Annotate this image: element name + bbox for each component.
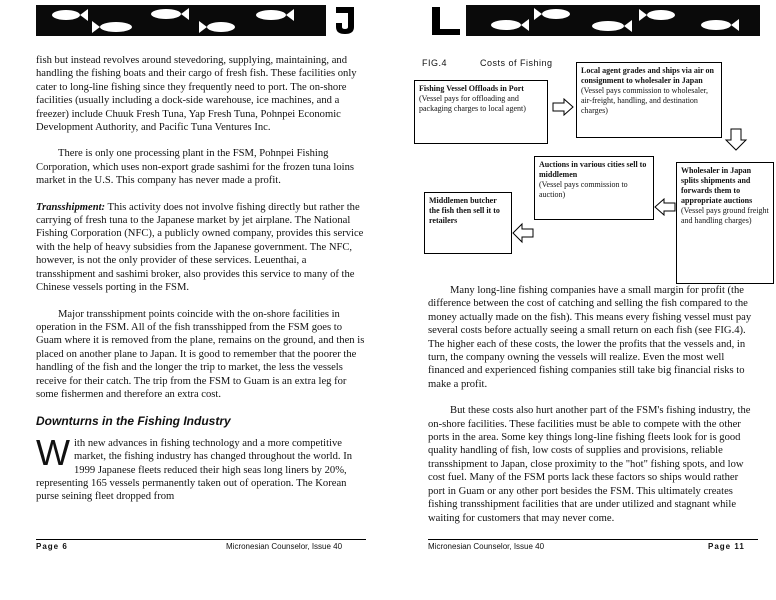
figure-label: FIG.4 [422, 58, 448, 68]
flow-box-middlemen [424, 192, 512, 254]
paragraph: But these costs also hurt another part of the FSM's fishing industry, the on-shore facilities. These facilities must be able to compete with the other ports in the area. Some key things long-line fishing fleets look for is good quality handling of fish, low costs of supplies and provisions, reliable transshipment to Japan, close proximity to the "hot" fishing spots, and low cost fuel. Many of the FSM ports lack these factors so ships would rather port in Guam or any other port besides the FSM. This ultimately creates fishing transshipment facilities that are under utilized and stagnant while waiting for customers that may never come. [428, 405, 751, 524]
left-header-banner [36, 5, 366, 36]
paragraph: fish but instead revolves around stevedoring, supplying, maintaining, and handling the fishing boats and their cargo of fresh fish. These facilities only cater to long-line fishing since they frequently need to port. The on-shore facilities (usually including a dock-side warehouse, ice machines, and a freezer) include Chuuk Fresh Tuna, Yap Fresh Tuna, Pohnpei Economic Development Authority, and Pacific Tuna Ventures Inc. [36, 55, 357, 134]
footer-publication: Micronesian Counselor, Issue 40 [428, 542, 545, 551]
arrow-left-icon [512, 222, 534, 244]
transshipment-term: Transshipment: [36, 201, 106, 213]
flow-box-local-agent [576, 62, 722, 138]
dropcap: W [36, 431, 70, 473]
paragraph-text: ith new advances in fishing technology and a more competitive market, the fishing industry has changed throughout the world. In 1999 Japanese fleets reduced their high seas long liners by 20%, representing 165 vessels permanently taken out of operation. The Korean purse seining fleet dropped from [36, 437, 353, 503]
footer-rule [36, 539, 366, 540]
footer-publication: Micronesian Counselor, Issue 40 [226, 542, 343, 551]
flow-step-title: Auctions in various cities sell to middlemen [539, 160, 647, 179]
flow-box-offload [414, 80, 548, 144]
paragraph: Many long-line fishing companies have a small margin for profit (the difference between the cost of catching and selling the fish compared to the money actually made on the fish). This means every fishing vessel must pay several costs before actually seeing a small return on each fish (see FIG.4). The higher each of these costs, the lower the profits that the vessels and, in turn, the company owning the vessels will realize. Even the most well financed and experienced fishing companies still take big financial risks to make a profit. [428, 285, 752, 390]
flow-box-wholesaler [676, 162, 774, 284]
flow-step-note: (Vessel pays ground freight and handling charges) [681, 206, 769, 225]
fish-pattern-icon [426, 5, 760, 36]
footer-rule [428, 539, 758, 540]
footer-page-number: Page 6 [36, 542, 68, 551]
figure-title: Costs of Fishing [480, 58, 553, 68]
arrow-down-icon [724, 128, 748, 152]
paragraph-text: This activity does not involve fishing directly but rather the carrying of fresh tuna to the Japanese market by jet airplane. The National Fishing Corporation (NFC), a publicly owned company, provides this service with the help of heavy subsidies from the Japanese government. The NFC, however, is not the only provider of these services. Leuenthai, a transshipment and sashimi broker, also provides this service to many of the Chinese vessels porting in the FSM. [36, 201, 364, 294]
flow-step-note: (Vessel pays commission to wholesaler, air-freight, handling, and destination charges) [581, 86, 708, 115]
arrow-left-icon [654, 198, 676, 216]
flow-box-auctions [534, 156, 654, 220]
paragraph: There is only one processing plant in the FSM, Pohnpei Fishing Corporation, which uses non-export grade sashimi for the frozen tuna loins market in the U.S. This company has never made a profit. [36, 148, 355, 187]
right-page [388, 0, 776, 600]
flow-step-title: Middlemen butcher the fish then sell it to retailers [429, 196, 500, 225]
paragraph: Major transshipment points coincide with the on-shore facilities in operation in the FSM. All of the fish transshipped from the FSM goes to Guam where it is removed from the plane, remains on the ground, and then is placed on another plane to Japan. It is good to remember that the poorer the handling of the fish and the longer the trip to market, the less the vessels receive for their catch. The trip from the FSM to Guam is an extra leg for some fishermen and therefore an extra cost. [36, 308, 365, 400]
footer-page-number: Page 11 [708, 542, 745, 551]
paragraph-transshipment [36, 201, 366, 295]
section-heading: Downturns in the Fishing Industry [36, 414, 231, 429]
left-body [36, 54, 366, 504]
fish-pattern-icon [36, 5, 366, 36]
flow-step-title: Fishing Vessel Offloads in Port [419, 84, 524, 93]
flow-step-note: (Vessel pays commission to auction) [539, 180, 628, 199]
flow-step-title: Local agent grades and ships via air on consignment to wholesaler in Japan [581, 66, 714, 85]
flow-step-title: Wholesaler in Japan splits shipments and forwards them to appropriate auctions [681, 166, 753, 205]
flow-step-note: (Vessel pays for offloading and packaging charges to local agent) [419, 94, 526, 113]
right-header-banner [426, 5, 760, 36]
arrow-right-icon [552, 98, 574, 116]
right-body [428, 284, 756, 525]
paragraph-dropcap [36, 431, 366, 504]
